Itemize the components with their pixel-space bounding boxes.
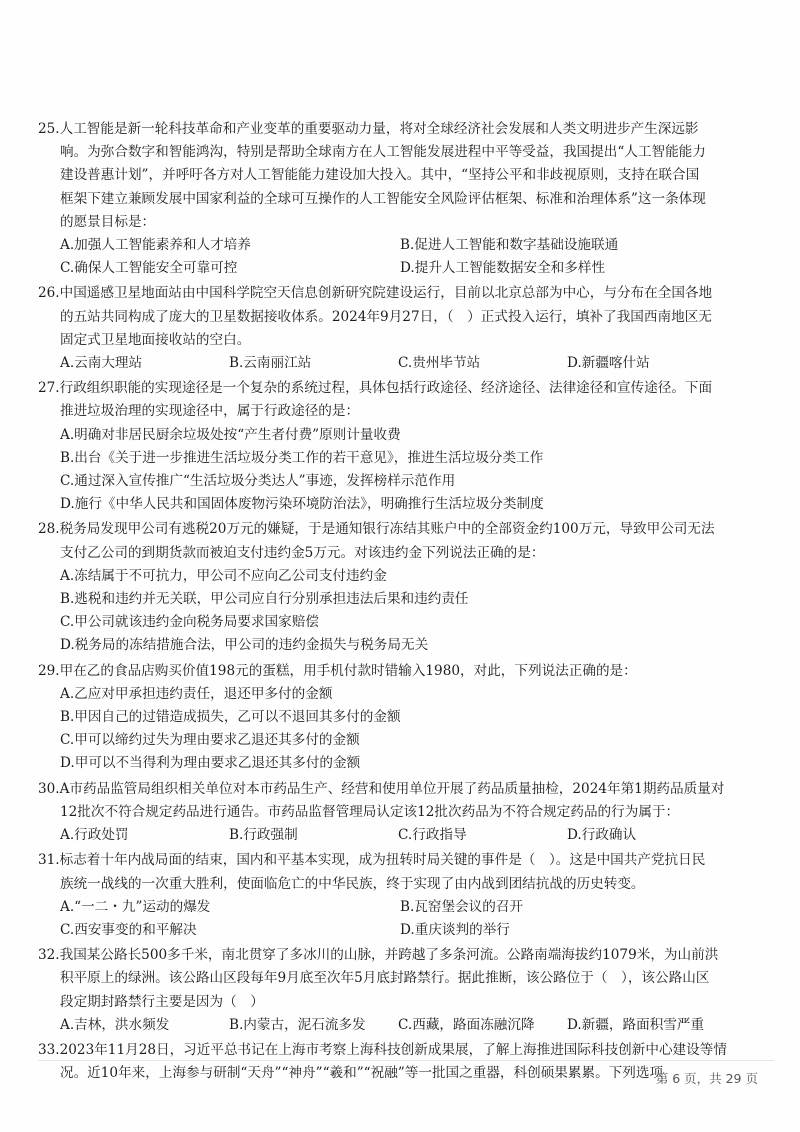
question-stem-line: 框架下建立兼顾发展中国家利益的全球可互操作的人工智能安全风险评估框架、标准和治理体系”这一条体现 bbox=[60, 190, 706, 207]
answer-option: D.重庆谈判的举行 bbox=[400, 921, 510, 938]
options-row bbox=[60, 1014, 774, 1037]
answer-option: D.提升人工智能数据安全和多样性 bbox=[400, 260, 606, 277]
answer-option: B.云南丽江站 bbox=[229, 355, 312, 372]
options-row bbox=[60, 234, 774, 257]
question-stem-line: 族统一战线的一次重大胜利，使面临危亡的中华民族，终于实现了由内战到团结抗战的历史转变。 bbox=[60, 875, 645, 892]
question-item bbox=[38, 518, 774, 657]
question-stem-line: 28.税务局发现甲公司有逃税20万元的嫌疑，于是通知银行冻结其账户中的全部资金约100万元，导致甲公司无法 bbox=[38, 521, 715, 538]
question-item bbox=[38, 778, 774, 848]
answer-option: C.甲可以缔约过失为理由要求乙退还其多付的金额 bbox=[60, 732, 360, 749]
answer-option: B.出台《关于进一步推进生活垃圾分类工作的若干意见》，推进生活垃圾分类工作 bbox=[60, 449, 544, 466]
page-number: 第 6 页，共 29 页 bbox=[655, 1071, 758, 1086]
answer-option: A.加强人工智能素养和人才培养 bbox=[60, 237, 251, 254]
options-group bbox=[38, 824, 774, 847]
answer-option: B.促进人工智能和数字基础设施联通 bbox=[400, 237, 619, 254]
options-row bbox=[60, 257, 774, 280]
question-stem bbox=[38, 778, 774, 824]
options-row bbox=[60, 611, 774, 634]
answer-option: A.明确对非居民厨余垃圾处按“产生者付费”原则计量收费 bbox=[60, 426, 401, 443]
options-row bbox=[60, 565, 774, 588]
options-row bbox=[60, 729, 774, 752]
question-stem-line: 况。近10年来，上海参与研制“天舟”“神舟”“羲和”“祝融”等一批国之重器，科创硕果累累。下列选项 bbox=[60, 1065, 664, 1082]
answer-option: B.行政强制 bbox=[229, 827, 298, 844]
question-stem-line: 建设普惠计划”，并呼吁各方对人工智能能力建设加大投入。其中，“坚持公平和非歧视原则，支持在联合国 bbox=[60, 167, 700, 184]
answer-option: A.“一二・九”运动的爆发 bbox=[60, 898, 211, 915]
question-stem-line: 25.人工智能是新一轮科技革命和产业变革的重要驱动力量，将对全球经济社会发展和人类文明进步产生深远影 bbox=[38, 121, 699, 137]
options-group bbox=[38, 896, 774, 942]
answer-option: A.行政处罚 bbox=[60, 827, 129, 844]
question-stem bbox=[38, 282, 774, 352]
options-group bbox=[38, 352, 774, 375]
answer-option: D.甲可以不当得利为理由要求乙退还其多付的金额 bbox=[60, 755, 361, 772]
answer-option: D.新疆喀什站 bbox=[567, 355, 650, 372]
question-stem bbox=[38, 660, 774, 683]
answer-option: C.行政指导 bbox=[398, 827, 467, 844]
options-row bbox=[60, 752, 774, 775]
question-stem-line: 29.甲在乙的食品店购买价值198元的蛋糕，用手机付款时错输入1980，对此，下列说法正确的是： bbox=[38, 662, 637, 679]
answer-option: B.逃税和违约并无关联，甲公司应自行分别承担违法后果和违约责任 bbox=[60, 591, 469, 608]
answer-option: C.贵州毕节站 bbox=[398, 355, 481, 372]
answer-option: A.吉林，洪水频发 bbox=[60, 1016, 170, 1033]
options-row bbox=[60, 447, 774, 470]
question-stem-line: 32.我国某公路长500多千米，南北贯穿了多冰川的山脉，并跨越了多条河流。公路南端海拔约1079米，为山前洪 bbox=[38, 947, 719, 964]
question-stem bbox=[38, 377, 774, 423]
answer-option: D.新疆，路面积雪严重 bbox=[567, 1016, 705, 1033]
question-item bbox=[38, 282, 774, 375]
options-row bbox=[60, 896, 774, 919]
options-row bbox=[60, 634, 774, 657]
question-item bbox=[38, 660, 774, 776]
question-stem bbox=[38, 118, 774, 234]
options-group bbox=[38, 565, 774, 658]
answer-option: A.云南大理站 bbox=[60, 355, 143, 372]
question-stem-line: 12批次不符合规定药品进行通告。市药品监督管理局认定该12批次药品为不符合规定药品的行为属于： bbox=[60, 803, 680, 820]
question-item bbox=[38, 944, 774, 1037]
options-row bbox=[60, 470, 774, 493]
options-row bbox=[60, 352, 774, 375]
options-group bbox=[38, 234, 774, 280]
answer-option: C.甲公司就该违约金向税务局要求国家赔偿 bbox=[60, 614, 319, 631]
question-stem bbox=[38, 849, 774, 895]
question-stem-line: 响。为弥合数字和智能鸿沟，特别是帮助全球南方在人工智能发展进程中平等受益，我国提出“人工智能能力 bbox=[60, 144, 706, 161]
options-row bbox=[60, 588, 774, 611]
question-stem-line: 33.2023年11月28日，习近平总书记在上海市考察上海科技创新成果展，了解上海推进国际科技创新中心建设等情 bbox=[38, 1041, 727, 1058]
footer-divider bbox=[38, 1060, 774, 1061]
question-stem-line: 固定式卫星地面接收站的空白。 bbox=[60, 331, 251, 348]
options-row bbox=[60, 493, 774, 516]
options-group bbox=[38, 683, 774, 776]
question-stem bbox=[38, 944, 774, 1014]
answer-option: C.西藏，路面冻融沉降 bbox=[398, 1016, 535, 1033]
answer-option: B.甲因自己的过错造成损失，乙可以不退回其多付的金额 bbox=[60, 709, 401, 726]
answer-option: A.乙应对甲承担违约责任，退还甲多付的金额 bbox=[60, 685, 333, 702]
question-stem-line: 27.行政组织职能的实现途径是一个复杂的系统过程，具体包括行政途径、经济途径、法律途径和宣传途径。下面 bbox=[38, 380, 713, 397]
question-stem bbox=[38, 518, 774, 564]
options-row bbox=[60, 824, 774, 847]
answer-option: D.行政确认 bbox=[567, 827, 637, 844]
question-stem-line: 的愿景目标是： bbox=[60, 213, 156, 230]
question-stem-line: 积平原上的绿洲。该公路山区段每年9月底至次年5月底封路禁行。据此推断，该公路位于（ ），该公路山区 bbox=[60, 970, 710, 987]
question-stem-line: 30.A市药品监管局组织相关单位对本市药品生产、经营和使用单位开展了药品质量抽检，2024年第1期药品质量对 bbox=[38, 780, 725, 797]
answer-option: B.内蒙古，泥石流多发 bbox=[229, 1016, 366, 1033]
answer-option: B.瓦窑堡会议的召开 bbox=[400, 898, 524, 915]
question-stem-line: 的五站共同构成了庞大的卫星数据接收体系。2024年9月27日，（ ）正式投入运行，填补了我国西南地区无 bbox=[60, 308, 712, 325]
answer-option: D.税务局的冻结措施合法，甲公司的违约金损失与税务局无关 bbox=[60, 637, 429, 654]
question-item bbox=[38, 377, 774, 516]
question-item bbox=[38, 849, 774, 942]
question-list bbox=[38, 118, 774, 1087]
question-item bbox=[38, 118, 774, 280]
options-row bbox=[60, 424, 774, 447]
options-group bbox=[38, 1014, 774, 1037]
options-row bbox=[60, 683, 774, 706]
question-stem-line: 段定期封路禁行主要是因为（ ） bbox=[60, 993, 264, 1010]
answer-option: D.施行《中华人民共和国固体废物污染环境防治法》，明确推行生活垃圾分类制度 bbox=[60, 496, 544, 513]
question-stem-line: 推进垃圾治理的实现途径中，属于行政途径的是： bbox=[60, 403, 360, 420]
question-stem-line: 支付乙公司的到期货款而被迫支付违约金5万元。对该违约金下列说法正确的是： bbox=[60, 544, 545, 561]
answer-option: A.冻结属于不可抗力，甲公司不应向乙公司支付违约金 bbox=[60, 567, 387, 584]
answer-option: C.确保人工智能安全可靠可控 bbox=[60, 260, 238, 277]
answer-option: C.西安事变的和平解决 bbox=[60, 921, 197, 938]
options-row bbox=[60, 706, 774, 729]
options-group bbox=[38, 424, 774, 517]
question-stem-line: 31.标志着十年内战局面的结束，国内和平基本实现，成为扭转时局关键的事件是（ ）。这是中国共产党抗日民 bbox=[38, 852, 706, 869]
question-stem-line: 26.中国遥感卫星地面站由中国科学院空天信息创新研究院建设运行，目前以北京总部为中心，与分布在全国各地 bbox=[38, 285, 713, 302]
options-row bbox=[60, 919, 774, 942]
answer-option: C.通过深入宣传推广“生活垃圾分类达人”事迹，发挥榜样示范作用 bbox=[60, 473, 456, 490]
